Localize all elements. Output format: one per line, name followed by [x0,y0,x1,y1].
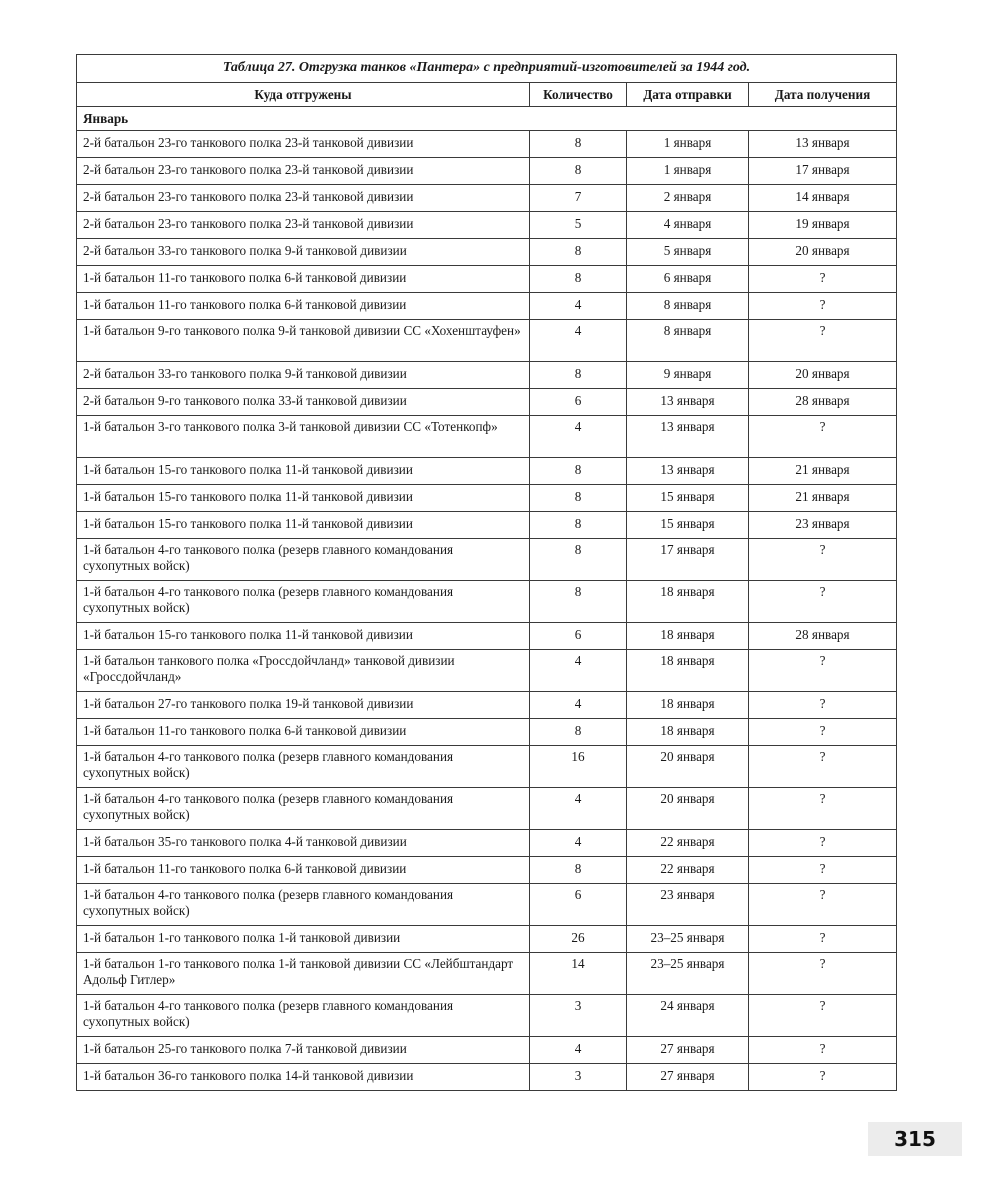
destination-cell: 2-й батальон 9-го танкового полка 33-й танковой дивизии [77,389,530,416]
received-date-cell: ? [749,995,897,1037]
sent-date-cell: 18 января [627,623,749,650]
quantity-cell: 8 [530,266,627,293]
section-month: Январь [77,107,897,131]
sent-date-cell: 23 января [627,884,749,926]
destination-cell: 1-й батальон 4-го танкового полка (резерв главного командования сухопутных войск) [77,995,530,1037]
header-quantity: Количество [530,83,627,107]
sent-date-cell: 2 января [627,185,749,212]
destination-cell: 1-й батальон 11-го танкового полка 6-й танковой дивизии [77,719,530,746]
received-date-cell: ? [749,857,897,884]
table-row [77,926,897,953]
table-row [77,512,897,539]
table-row [77,212,897,239]
sent-date-cell: 9 января [627,362,749,389]
received-date-cell: ? [749,1037,897,1064]
quantity-cell: 8 [530,857,627,884]
quantity-cell: 4 [530,1037,627,1064]
sent-date-cell: 22 января [627,830,749,857]
quantity-cell: 6 [530,389,627,416]
destination-cell: 1-й батальон 36-го танкового полка 14-й танковой дивизии [77,1064,530,1091]
destination-cell: 1-й батальон 27-го танкового полка 19-й танковой дивизии [77,692,530,719]
destination-cell: 2-й батальон 23-го танкового полка 23-й танковой дивизии [77,131,530,158]
destination-cell: 1-й батальон 15-го танкового полка 11-й танковой дивизии [77,458,530,485]
destination-cell: 1-й батальон 15-го танкового полка 11-й танковой дивизии [77,623,530,650]
received-date-cell: ? [749,746,897,788]
header-received-date: Дата получения [749,83,897,107]
table-row [77,185,897,212]
table-caption: Таблица 27. Отгрузка танков «Пантера» с предприятий-изготовителей за 1944 год. [77,55,897,83]
received-date-cell: 13 января [749,131,897,158]
quantity-cell: 8 [530,362,627,389]
destination-cell: 1-й батальон 11-го танкового полка 6-й танковой дивизии [77,293,530,320]
table-row [77,830,897,857]
table-row [77,131,897,158]
table-row [77,788,897,830]
received-date-cell: ? [749,884,897,926]
quantity-cell: 8 [530,581,627,623]
table-row [77,320,897,362]
quantity-cell: 4 [530,830,627,857]
received-date-cell: ? [749,320,897,362]
sent-date-cell: 18 января [627,719,749,746]
quantity-cell: 3 [530,1064,627,1091]
table-row [77,389,897,416]
received-date-cell: 28 января [749,623,897,650]
quantity-cell: 4 [530,293,627,320]
received-date-cell: 14 января [749,185,897,212]
table-row [77,158,897,185]
table-row [77,650,897,692]
quantity-cell: 16 [530,746,627,788]
destination-cell: 2-й батальон 23-го танкового полка 23-й танковой дивизии [77,158,530,185]
received-date-cell: ? [749,1064,897,1091]
received-date-cell: 21 января [749,458,897,485]
table-row [77,362,897,389]
quantity-cell: 8 [530,458,627,485]
table-row [77,239,897,266]
quantity-cell: 4 [530,650,627,692]
sent-date-cell: 13 января [627,458,749,485]
sent-date-cell: 20 января [627,746,749,788]
table-row [77,485,897,512]
quantity-cell: 4 [530,788,627,830]
quantity-cell: 8 [530,512,627,539]
destination-cell: 2-й батальон 33-го танкового полка 9-й танковой дивизии [77,362,530,389]
quantity-cell: 8 [530,239,627,266]
header-row [77,83,897,107]
received-date-cell: ? [749,266,897,293]
quantity-cell: 5 [530,212,627,239]
sent-date-cell: 4 января [627,212,749,239]
quantity-cell: 4 [530,692,627,719]
table-row [77,1037,897,1064]
sent-date-cell: 1 января [627,158,749,185]
table-row [77,857,897,884]
sent-date-cell: 1 января [627,131,749,158]
received-date-cell: 20 января [749,239,897,266]
header-sent-date: Дата отправки [627,83,749,107]
quantity-cell: 8 [530,539,627,581]
quantity-cell: 4 [530,320,627,362]
received-date-cell: ? [749,926,897,953]
sent-date-cell: 15 января [627,485,749,512]
destination-cell: 1-й батальон 3-го танкового полка 3-й танковой дивизии СС «Тотенкопф» [77,416,530,458]
destination-cell: 1-й батальон танкового полка «Гроссдойчланд» танковой дивизии «Гроссдойчланд» [77,650,530,692]
sent-date-cell: 24 января [627,995,749,1037]
quantity-cell: 8 [530,158,627,185]
destination-cell: 2-й батальон 33-го танкового полка 9-й танковой дивизии [77,239,530,266]
received-date-cell: ? [749,539,897,581]
sent-date-cell: 27 января [627,1037,749,1064]
sent-date-cell: 23–25 января [627,953,749,995]
table-row [77,581,897,623]
sent-date-cell: 8 января [627,293,749,320]
sent-date-cell: 13 января [627,389,749,416]
sent-date-cell: 15 января [627,512,749,539]
received-date-cell: ? [749,719,897,746]
quantity-cell: 14 [530,953,627,995]
quantity-cell: 8 [530,719,627,746]
destination-cell: 2-й батальон 23-го танкового полка 23-й танковой дивизии [77,212,530,239]
received-date-cell: 17 января [749,158,897,185]
table-row [77,719,897,746]
sent-date-cell: 13 января [627,416,749,458]
received-date-cell: ? [749,953,897,995]
quantity-cell: 6 [530,884,627,926]
table-row [77,884,897,926]
received-date-cell: ? [749,650,897,692]
received-date-cell: 21 января [749,485,897,512]
destination-cell: 1-й батальон 4-го танкового полка (резерв главного командования сухопутных войск) [77,884,530,926]
section-row [77,107,897,131]
table-row [77,1064,897,1091]
received-date-cell: ? [749,788,897,830]
sent-date-cell: 20 января [627,788,749,830]
destination-cell: 1-й батальон 4-го танкового полка (резерв главного командования сухопутных войск) [77,539,530,581]
destination-cell: 1-й батальон 1-го танкового полка 1-й танковой дивизии СС «Лейбштандарт Адольф Гитлер» [77,953,530,995]
destination-cell: 1-й батальон 15-го танкового полка 11-й танковой дивизии [77,485,530,512]
quantity-cell: 4 [530,416,627,458]
received-date-cell: ? [749,692,897,719]
sent-date-cell: 22 января [627,857,749,884]
quantity-cell: 6 [530,623,627,650]
destination-cell: 1-й батальон 4-го танкового полка (резерв главного командования сухопутных войск) [77,788,530,830]
page-number: 315 [868,1122,962,1156]
sent-date-cell: 5 января [627,239,749,266]
destination-cell: 1-й батальон 9-го танкового полка 9-й танковой дивизии СС «Хохенштауфен» [77,320,530,362]
quantity-cell: 8 [530,485,627,512]
sent-date-cell: 18 января [627,581,749,623]
destination-cell: 1-й батальон 35-го танкового полка 4-й танковой дивизии [77,830,530,857]
destination-cell: 2-й батальон 23-го танкового полка 23-й танковой дивизии [77,185,530,212]
quantity-cell: 26 [530,926,627,953]
table-row [77,995,897,1037]
sent-date-cell: 17 января [627,539,749,581]
received-date-cell: 20 января [749,362,897,389]
header-destination: Куда отгружены [77,83,530,107]
sent-date-cell: 6 января [627,266,749,293]
sent-date-cell: 18 января [627,650,749,692]
shipment-table-container [76,54,896,1091]
destination-cell: 1-й батальон 1-го танкового полка 1-й танковой дивизии [77,926,530,953]
caption-row [77,55,897,83]
sent-date-cell: 18 января [627,692,749,719]
table-row [77,692,897,719]
destination-cell: 1-й батальон 15-го танкового полка 11-й танковой дивизии [77,512,530,539]
table-row [77,746,897,788]
received-date-cell: ? [749,416,897,458]
table-row [77,539,897,581]
table-row [77,458,897,485]
table-row [77,953,897,995]
table-row [77,623,897,650]
quantity-cell: 3 [530,995,627,1037]
destination-cell: 1-й батальон 25-го танкового полка 7-й танковой дивизии [77,1037,530,1064]
received-date-cell: ? [749,293,897,320]
received-date-cell: 28 января [749,389,897,416]
received-date-cell: 23 января [749,512,897,539]
sent-date-cell: 8 января [627,320,749,362]
sent-date-cell: 27 января [627,1064,749,1091]
received-date-cell: ? [749,581,897,623]
destination-cell: 1-й батальон 11-го танкового полка 6-й танковой дивизии [77,857,530,884]
table-row [77,293,897,320]
quantity-cell: 8 [530,131,627,158]
table-row [77,266,897,293]
table-row [77,416,897,458]
panther-shipments-table [76,54,897,1091]
received-date-cell: ? [749,830,897,857]
received-date-cell: 19 января [749,212,897,239]
destination-cell: 1-й батальон 4-го танкового полка (резерв главного командования сухопутных войск) [77,746,530,788]
sent-date-cell: 23–25 января [627,926,749,953]
destination-cell: 1-й батальон 4-го танкового полка (резерв главного командования сухопутных войск) [77,581,530,623]
destination-cell: 1-й батальон 11-го танкового полка 6-й танковой дивизии [77,266,530,293]
table-body [77,131,897,1091]
quantity-cell: 7 [530,185,627,212]
